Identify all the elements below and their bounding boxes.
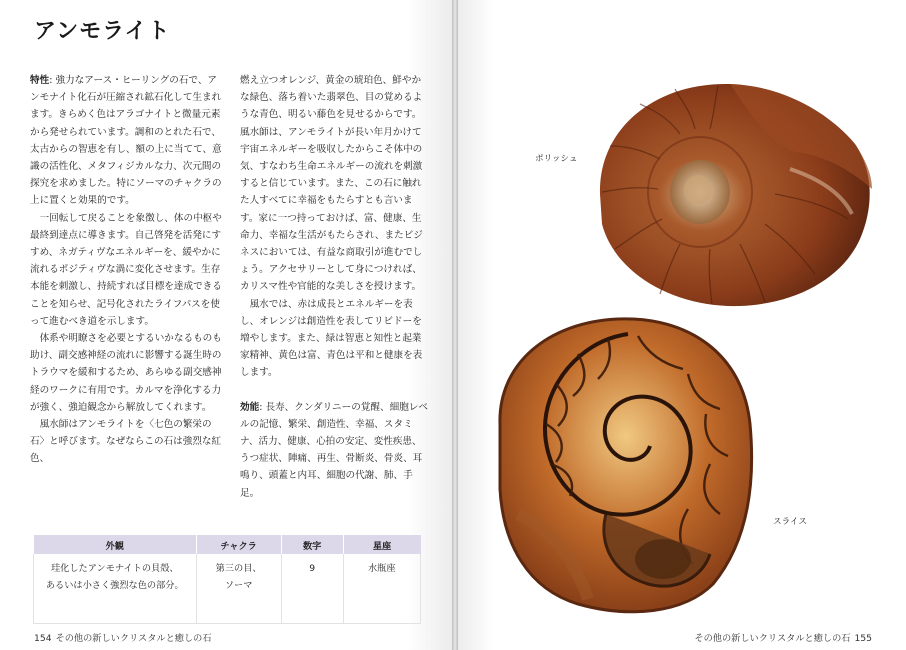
text-column-1 [30,72,225,468]
table-header-row [34,535,421,554]
page-number: 154 [34,633,52,644]
cell-zodiac: 水瓶座 [343,554,420,624]
cell-appearance [34,554,197,624]
spacer [240,382,430,399]
text-column-2 [240,72,430,502]
label-benefits: 効能 [240,401,260,413]
paragraph-benefits [240,399,430,502]
running-footer: その他の新しいクリスタルと癒しの石 [55,633,212,644]
table-row [34,554,421,624]
label-properties: 特性 [30,75,50,86]
info-table [33,535,421,624]
cell-line: ソーマ [224,580,253,591]
page-number: 155 [854,633,872,644]
cell-line: 珪化したアンモナイトの貝殻、 [50,563,179,574]
caption-polish: ポリッシュ [535,154,578,164]
caption-slice: スライス [773,517,808,527]
polished-ammonite-image [580,74,880,312]
paragraph: 燃え立つオレンジ、黄金の琥珀色、鮮やかな緑色、落ち着いた翡翠色、目の覚めるような青色、明るい藤色を見せるからです。風水師は、アンモライトが長い年月かけて宇宙エネルギーを吸収したからこそ体中の気、すなわち生命エネルギーの流れを刺激すると信じています。また、この石に触れた人すべてに幸福をもたらすとも言います。家に一つ持っておけば、富、健康、生命力、幸福な生活がもたらされ、またビジネスにおいては、有益な商取引が進むでしょう。アクセサリーとして身につければ、カリスマ性や官能的な美しさを授けます。 [240,75,423,293]
header-number: 数字 [281,535,343,554]
paragraph: 体系や明瞭さを必要とするいかなるものも助け、副交感神経の流れに影響する誕生時のトラウマを緩和するため、あらゆる副交感神経のワークに有用です。カルマを浄化する力が強く、強迫観念から解放してくれます。 [30,333,222,413]
running-footer: その他の新しいクリスタルと癒しの石 [694,633,851,644]
cell-line: あるいは小さく強烈な色の部分。 [45,580,184,591]
paragraph: 一回転して戻ることを象徴し、体の中枢や最終到達点に導きます。自己啓発を活発にすすめ、ネガティヴなエネルギーを、緩やかに流れるポジティヴな渦に変化させます。生存本能を刺激し、持続すれば目標を達成できることを知らせ、記号化されたライフパスを使って進むべき道を示します。 [30,212,222,327]
right-page [458,0,906,650]
header-zodiac: 星座 [343,535,420,554]
left-page [0,0,452,650]
paragraph: 風水師はアンモライトを〈七色の繁栄の石〉と呼びます。なぜならこの石は強烈な紅色、 [30,419,222,465]
footer-right [694,630,876,644]
header-appearance: 外観 [34,535,197,554]
paragraph: 風水では、赤は成長とエネルギーを表し、オレンジは創造性を表してリビドーを増やします。また、緑は智恵と知性と起業家精神、黄色は富、青色は平和と健康を表します。 [240,298,423,379]
text-properties: : 強力なアース・ヒーリングの石で、アンモナイト化石が圧縮され鉱石化して生まれます。きらめく色はアラゴナイトと微量元素から発せられています。調和のとれた石で、太古からの智恵を有し、額の上に当てて、意識の活性化、メタフィジカルな力、次元間の探究を求めました。特にソーマのチャクラの上に置くと効果的です。 [30,75,222,207]
cell-line: 第三の目、 [215,563,262,574]
sliced-ammonite-image [488,314,763,616]
cell-chakra [196,554,281,624]
page-title: アンモライト [34,19,171,44]
paragraph-properties [30,72,225,210]
footer-left [30,630,212,644]
text-benefits: : 長寿、クンダリニーの覚醒、細胞レベルの記憶、繁栄、創造性、幸福、スタミナ、活力、健康、心拍の安定、変性疾患、うつ症状、陣痛、再生、骨断炎、骨炎、耳鳴り、頭蓋と内耳、細胞の代謝、肺、手足。 [240,401,428,499]
cell-number: 9 [281,554,343,624]
header-chakra: チャクラ [196,535,281,554]
